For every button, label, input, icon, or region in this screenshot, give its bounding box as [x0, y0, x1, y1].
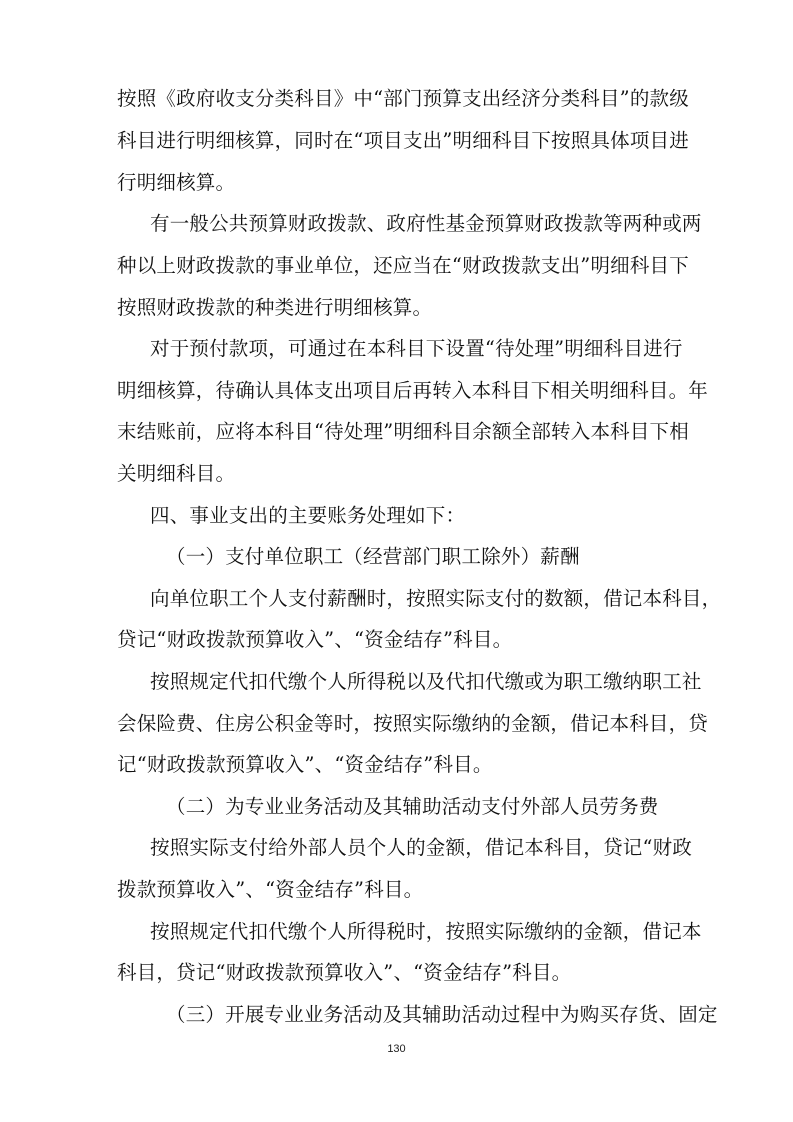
text-line: 种以上财政拨款的事业单位，还应当在“财政拨款支出”明细科目下: [117, 254, 689, 277]
section-heading: 四、事业支出的主要账务处理如下：: [150, 504, 466, 527]
text-line: 记“财政拨款预算收入”、“资金结存”科目。: [117, 753, 493, 776]
text-line: 拨款预算收入”、“资金结存”科目。: [117, 878, 424, 901]
text-line: 对于预付款项，可通过在本科目下设置“待处理”明细科目进行: [150, 337, 683, 360]
text-line: 关明细科目。: [117, 462, 236, 485]
text-line: 有一般公共预算财政拨款、政府性基金预算财政拨款等两种或两: [150, 212, 702, 235]
text-line: 科目，贷记“财政拨款预算收入”、“资金结存”科目。: [117, 961, 572, 984]
text-line: 按照《政府收支分类科目》中“部门预算支出经济分类科目”的款级: [117, 87, 689, 110]
text-line: 向单位职工个人支付薪酬时，按照实际支付的数额，借记本科目，: [150, 587, 722, 610]
text-line: 按照财政拨款的种类进行明细核算。: [117, 296, 433, 319]
text-line: 按照规定代扣代缴个人所得税以及代扣代缴或为职工缴纳职工社: [150, 670, 702, 693]
text-line: 末结账前，应将本科目“待处理”明细科目余额全部转入本科目下相: [117, 420, 689, 443]
text-line: 按照实际支付给外部人员个人的金额，借记本科目，贷记“财政: [150, 836, 693, 859]
subsection-heading: （二）为专业业务活动及其辅助活动支付外部人员劳务费: [166, 795, 659, 818]
text-line: 科目进行明细核算，同时在“项目支出”明细科目下按照具体项目进: [117, 129, 689, 152]
text-line: 会保险费、住房公积金等时，按照实际缴纳的金额，借记本科目，贷: [117, 712, 709, 735]
text-line: 明细核算，待确认具体支出项目后再转入本科目下相关明细科目。年: [117, 379, 709, 402]
text-line: 贷记“财政拨款预算收入”、“资金结存”科目。: [117, 628, 513, 651]
page-number: 130: [387, 1043, 406, 1055]
subsection-heading: （一）支付单位职工（经营部门职工除外）薪酬: [166, 545, 580, 568]
text-line: 行明细核算。: [117, 171, 236, 194]
text-line: 按照规定代扣代缴个人所得税时，按照实际缴纳的金额，借记本: [150, 920, 702, 943]
subsection-heading: （三）开展专业业务活动及其辅助活动过程中为购买存货、固定: [166, 1003, 718, 1026]
